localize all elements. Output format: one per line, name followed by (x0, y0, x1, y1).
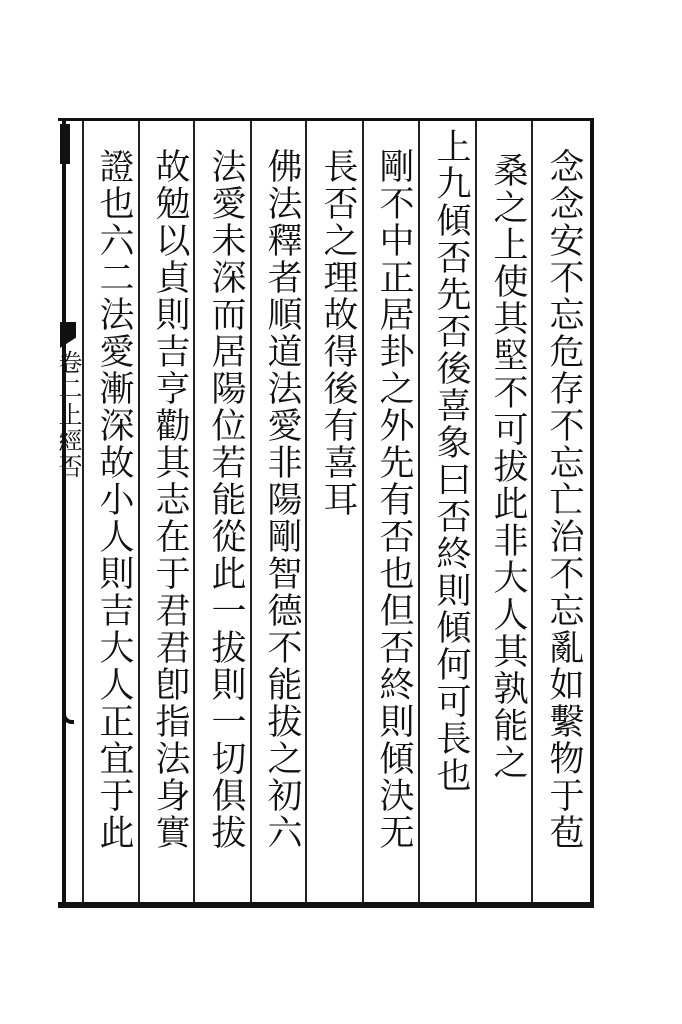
text-column-1: 念念安不忘危存不忘亡治不忘亂如繫物于苞 (544, 148, 584, 851)
text-column-4: 剛不中正居卦之外先有否也但否終則傾決无 (374, 148, 414, 851)
text-column-6: 佛法釋者順道法愛非陽剛智德不能拔之初六 (262, 148, 302, 851)
text-column-8: 故勉以貞則吉亨勸其志在于君君卽指法身實 (150, 148, 190, 851)
text-column-5: 長否之理故得後有喜耳 (318, 148, 358, 518)
text-column-2: 桑之上使其堅不可拔此非大人其孰能之 (488, 152, 528, 781)
column-divider (82, 121, 84, 902)
text-column-3: 上九傾否先否後喜象曰否終則傾何可長也 (431, 128, 471, 794)
fold-black-mouth (60, 124, 70, 164)
fold-bracket-mark (62, 684, 74, 724)
fold-title: 卷二上經否 (54, 350, 82, 480)
text-column-9: 證也六二法愛漸深故小人則吉大人正宜于此 (94, 148, 134, 851)
text-column-7: 法愛未深而居陽位若能從此一拔則一切俱拔 (206, 148, 246, 851)
